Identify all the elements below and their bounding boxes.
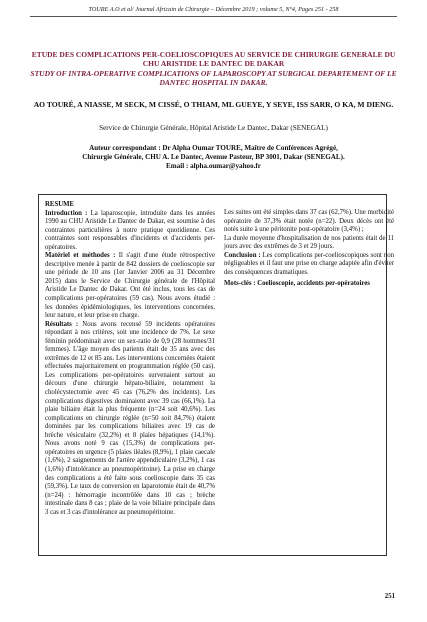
keywords-label: Mots-clés : bbox=[224, 280, 256, 288]
corresponding-email: Email : alpha.oumar@yahoo.fr bbox=[166, 162, 261, 171]
introduction-text: La laparoscopie, introduite dans les années 1990 au CHU Aristide Le Dantec de Dakar, est soumise à des contraintes particulières à notre pratique quotidienne. Ces contraintes sont responsables d'incidents et d'accidents per-opératoires. bbox=[45, 209, 215, 251]
abstract-right-column bbox=[224, 209, 394, 289]
results-text: Nous avons recensé 59 incidents opératoires répondant à nos critères, soit une incidence de 7%. Le sexe féminin prédominait avec un sex-ratio de 0,9 (28 hommes/31 femmes). L'âge moyen des patients était de 35 ans avec des extrêmes de 12 et 85 ans. Les interventions concernées étaient effectuées majoritairement en programmation réglée (50 cas). Les complications per-opératoires survenaient surtout au décours d'une chirurgie hépato-biliaire, notamment la cholécystectomie avec 45 cas (76,2% des incidents). Les complications digestives dominaient avec 39 cas (66,1%). La plaie biliaire était la plus fréquente (n=24 soit 40,6%). Les complications en chirurgie réglée (n=50 soit 84,7%) étaient dominées par les complications biliaires avec 19 cas de brèche vésiculaire (32,2%) et 8 plaies hépatiques (14,1%). Nous avons noté 9 cas (15,3%) de complications per-opératoires en urgence (5 plaies iléales (8,9%), 1 plaie caecale (1,6%), 2 saignements de l'artère appendiculaire (3,2%), 1 cas (1,6%) d'intolérance au pneumopéritoine). La prise en charge des complications a été faite sous coelioscopie dans 35 cas (59,3%). Le taux de conversion en laparotomie était de 40,7% (n=24) : hémorragie incontrôlée dans 10 cas ; brèche intestinale dans 8 cas ; plaie de la voie biliaire principale dans 3 cas et 3 cas d'intolérance au pneumopéritoine. bbox=[45, 320, 215, 516]
article-title-french: ETUDE DES COMPLICATIONS PER-COELIOSCOPIQUES AU SERVICE DE CHIRURGIE GENERALE DU CHU ARISTIDE LE DANTEC DE DAKAR bbox=[31, 50, 396, 69]
results-paragraph bbox=[45, 321, 215, 518]
corresponding-address-line: Chirurgie Générale, CHU A. Le Dantec, Avenue Pasteur, BP 3001, Dakar (SENEGAL). bbox=[82, 153, 345, 162]
header-rule bbox=[30, 16, 397, 17]
hospital-stay-text: La durée moyenne d'hospitalisation de nos patients était de 11 jours avec des extrêmes de 3 et 29 jours. bbox=[224, 234, 394, 251]
conclusion-paragraph bbox=[224, 252, 394, 278]
affiliation: Service de Chirurgie Générale, Hôpital Aristide Le Dantec, Dakar (SENEGAL) bbox=[99, 124, 328, 132]
abstract-heading: RESUME bbox=[45, 201, 75, 208]
introduction-label: Introduction : bbox=[45, 209, 88, 217]
corresponding-author-line: Auteur correspondant : Dr Alpha Oumar TOURE, Maître de Conférences Agrégé, bbox=[89, 144, 338, 152]
article-title-english: STUDY OF INTRA-OPERATIVE COMPLICATIONS OF LAPAROSCOPY AT SURGICAL DEPARTEMENT OF LE DANTEC HOSPITAL IN DAKAR. bbox=[30, 68, 397, 87]
keywords-paragraph bbox=[224, 280, 394, 289]
article-title-block bbox=[30, 50, 397, 87]
keywords-text: Coelioscopie, accidents per-opératoires bbox=[255, 280, 370, 288]
results-label: Résultats : bbox=[45, 320, 79, 328]
abstract-left-column bbox=[45, 201, 215, 517]
methods-text: Il s'agit d'une étude rétrospective descriptive menée à partir de 842 dossiers de coelioscopie sur une période de 10 ans (1er Janvier 2006 au 31 Décembre 2015) dans le Service de Chirurgie générale de l'Hôpital Aristide Le Dantec de Dakar. Ont été inclus, tous les cas de complications per-opératoires (59 cas). Nous avons étudié : les données épidémiologiques, les interventions concernées, leur nature, et leur prise en charge. bbox=[45, 252, 216, 320]
conclusion-text: Les complications per-coelioscopiques sont non négligeables et il faut une prise en charge adaptée afin d'éviter des conséquences dramatiques. bbox=[224, 251, 395, 276]
corresponding-author-block bbox=[30, 144, 397, 172]
methods-paragraph bbox=[45, 252, 215, 320]
conclusion-label: Conclusion : bbox=[224, 251, 261, 259]
running-head: TOURE A.O et al/ Journal Africain de Chirurgie – Décembre 2019 ; volume 5, N°4, Pages 251 - 258 bbox=[88, 6, 339, 13]
introduction-paragraph bbox=[45, 210, 215, 253]
page-number: 251 bbox=[384, 593, 395, 600]
results-followup-text: Les suites ont été simples dans 37 cas (62,7%). Une morbidité opératoire de 37,3% était notée (n=22). Deux décès ont été notés suite à une péritonite post-opératoire (3,4%) ; bbox=[224, 209, 394, 234]
author-list: AO TOURÉ, A NIASSE, M SECK, M CISSÉ, O THIAM, ML GUEYE, Y SEYE, ISS SARR, O KA, M DIENG. bbox=[33, 100, 394, 109]
methods-label: Matériel et méthodes : bbox=[45, 252, 116, 260]
